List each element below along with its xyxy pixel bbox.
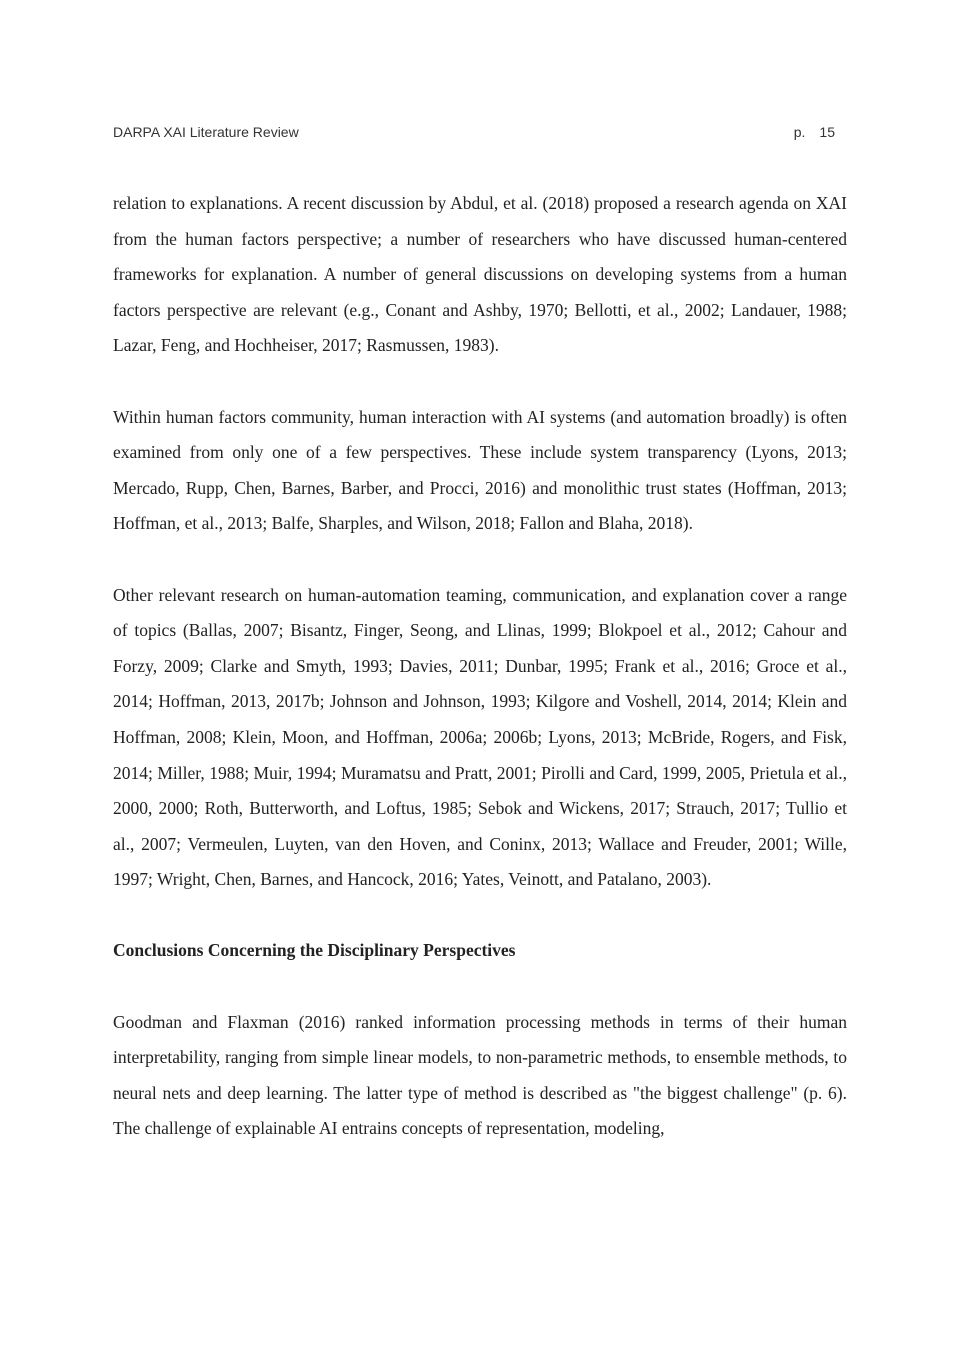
header-page-label (794, 124, 835, 140)
paragraph-1: relation to explanations. A recent discussion by Abdul, et al. (2018) proposed a research agenda on XAI from the human factors perspective; a number of researchers who have discussed human-centered frameworks for explanation. A number of general discussions on developing systems from a human factors perspective are relevant (e.g., Conant and Ashby, 1970; Bellotti, et al., 2002; Landauer, 1988; Lazar, Feng, and Hochheiser, 2017; Rasmussen, 1983). (113, 193, 847, 356)
page-number: 15 (819, 124, 835, 140)
running-header (113, 124, 835, 146)
paragraph-3: Other relevant research on human-automation teaming, communication, and explanation cover a range of topics (Ballas, 2007; Bisantz, Finger, Seong, and Llinas, 1999; Blokpoel et al., 2012; Cahour and Forzy, 2009; Clarke and Smyth, 1993; Davies, 2011; Dunbar, 1995; Frank et al., 2016; Groce et al., 2014; Hoffman, 2013, 2017b; Johnson and Johnson, 1993; Kilgore and Voshell, 2014, 2014; Klein and Hoffman, 2008; Klein, Moon, and Hoffman, 2006a; 2006b; Lyons, 2013; McBride, Rogers, and Fisk, 2014; Miller, 1988; Muir, 1994; Muramatsu and Pratt, 2001; Pirolli and Card, 1999, 2005, Prietula et al., 2000, 2000; Roth, Butterworth, and Loftus, 1985; Sebok and Wickens, 2017; Strauch, 2017; Tullio et al., 2007; Vermeulen, Luyten, van den Hoven, and Coninx, 2013; Wallace and Freuder, 2001; Wille, 1997; Wright, Chen, Barnes, and Hancock, 2016; Yates, Veinott, and Patalano, 2003). (113, 584, 847, 890)
page-prefix: p. (793, 124, 806, 140)
paragraph-2: Within human factors community, human interaction with AI systems (and automation broadly) is often examined from only one of a few perspectives. These include system transparency (Lyons, 2013; Mercado, Rupp, Chen, Barnes, Barber, and Procci, 2016) and monolithic trust states (Hoffman, 2013; Hoffman, et al., 2013; Balfe, Sharples, and Wilson, 2018; Fallon and Blaha, 2018). (113, 406, 847, 534)
header-title: DARPA XAI Literature Review (113, 124, 299, 140)
body-text (113, 186, 847, 1147)
paragraph-4: Goodman and Flaxman (2016) ranked information processing methods in terms of their human interpretability, ranging from simple linear models, to non-parametric methods, to ensemble methods, to neural nets and deep learning. The latter type of method is described as "the biggest challenge" (p. 6). The challenge of explainable AI entrains concepts of representation, modeling, (113, 1011, 847, 1139)
section-heading: Conclusions Concerning the Disciplinary Perspectives (113, 940, 516, 961)
